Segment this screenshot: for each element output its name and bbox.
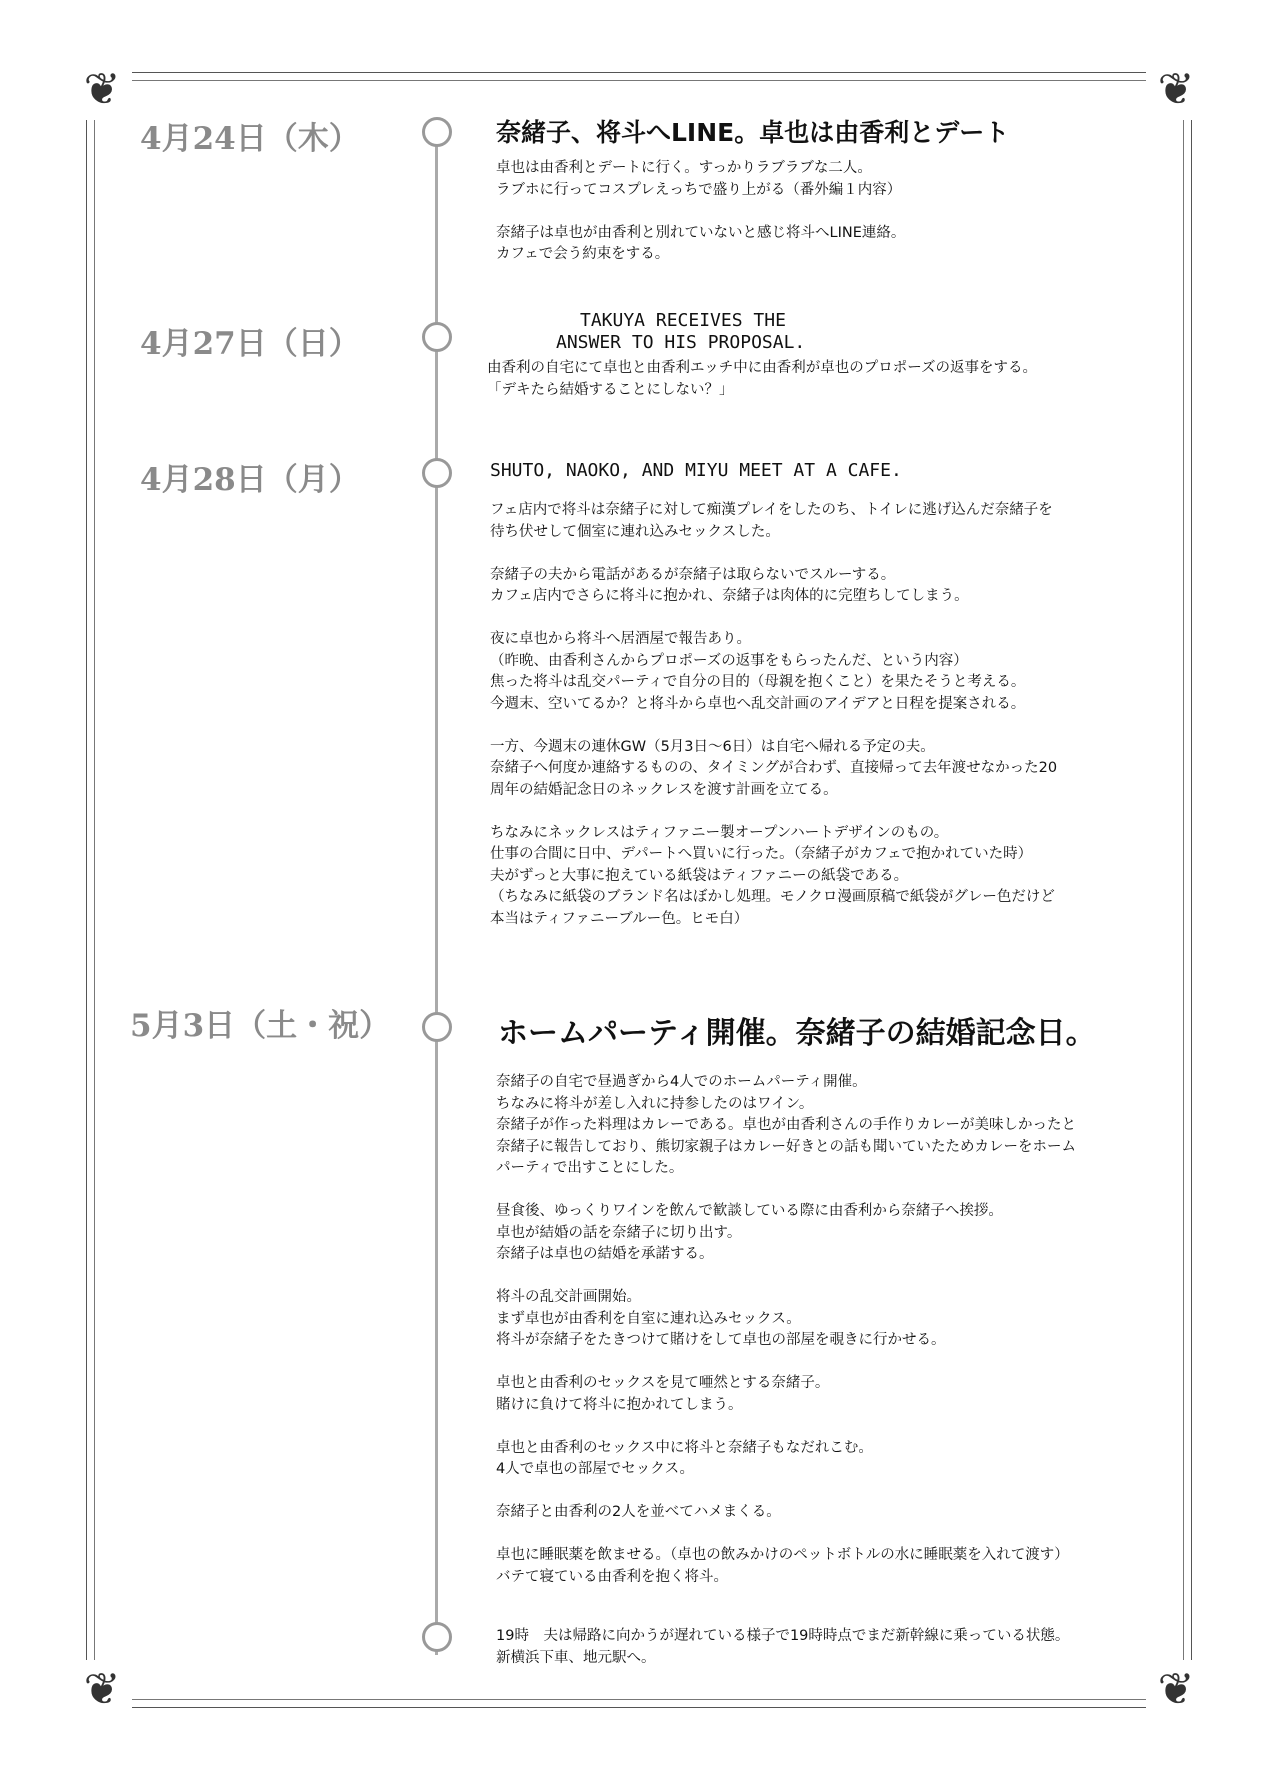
entry-date: 4月28日（月）: [140, 462, 360, 498]
corner-ornament-bottom-right: ❦: [1146, 1660, 1206, 1720]
timeline-node: [422, 322, 452, 352]
entry-body: 奈緒子の自宅で昼過ぎから4人でのホームパーティ開催。 ちなみに将斗が差し入れに持参したのはワイン。 奈緒子が作った料理はカレーである。卓也が由香利さんの手作りカレーが美味しかったと 奈緒子に報告しており、熊切家親子はカレー好きとの話も聞いていたためカレーをホーム パーティで出すことにした。 昼食後、ゆっくりワインを飲んで歓談している際に由香利から奈緒子へ挨拶。 卓也が結婚の話を奈緒子に切り出す。 奈緒子は卓也の結婚を承諾する。 将斗の乱交計画開始。 まず卓也が由香利を自室に連れ込みセックス。 将斗が奈緒子をたきつけて賭けをして卓也の部屋を覗きに行かせる。 卓也と由香利のセックスを見て唖然とする奈緒子。 賭けに負けて将斗に抱かれてしまう。 卓也と由香利のセックス中に将斗と奈緒子もなだれこむ。 4人で卓也の部屋でセックス。 奈緒子と由香利の2人を並べてハメまくる。 卓也に睡眠薬を飲ませる。（卓也の飲みかけのペットボトルの水に睡眠薬を入れて渡す） バテて寝ている由香利を抱く将斗。: [496, 1074, 1076, 1585]
timeline-node: [422, 117, 452, 147]
entry-heading: SHUTO, NAOKO, AND MIYU MEET AT A CAFE.: [490, 460, 902, 481]
entry-date: 5月3日（土・祝）: [130, 1008, 391, 1044]
entry-heading-line-1: TAKUYA RECEIVES THE: [580, 310, 786, 331]
corner-ornament-bottom-left: ❦: [72, 1660, 132, 1720]
entry-heading-line-2: ANSWER TO HIS PROPOSAL.: [556, 332, 806, 353]
corner-ornament-top-right: ❦: [1146, 60, 1206, 120]
entry-body: フェ店内で将斗は奈緒子に対して痴漢プレイをしたのち、トイレに逃げ込んだ奈緒子を 待ち伏せして個室に連れ込みセックスした。 奈緒子の夫から電話があるが奈緒子は取らないでスルーする。 カフェ店内でさらに将斗に抱かれ、奈緒子は肉体的に完堕ちしてしまう。 夜に卓也から将斗へ居酒屋で報告あり。 （昨晩、由香利さんからプロポーズの返事をもらったんだ、という内容） 焦った将斗は乱交パーティで自分の目的（母親を抱くこと）を果たそうと考える。 今週末、空いてるか？と将斗から卓也へ乱交計画のアイデアと日程を提案される。 一方、今週末の連休GW（5月3日〜6日）は自宅へ帰れる予定の夫。 奈緒子へ何度か連絡するものの、タイミングが合わず、直接帰って去年渡せなかった20 周年の結婚記念日のネックレスを渡す計画を立てる。 ちなみにネックレスはティファニー製オープンハートデザインのもの。 仕事の合間に日中、デパートへ買いに行った。（奈緒子がカフェで抱かれていた時） 夫がずっと大事に抱えている紙袋はティファニーの紙袋である。 （ちなみに紙袋のブランド名はぼかし処理。モノクロ漫画原稿で紙袋がグレー色だけど 本当はティファニーブルー色。ヒモ白）: [490, 502, 1058, 927]
entry-heading: ホームパーティ開催。奈緒子の結婚記念日。: [498, 1016, 1096, 1051]
corner-ornament-top-left: ❦: [72, 60, 132, 120]
entry-date: 4月24日（木）: [140, 121, 360, 157]
timeline-node: [422, 458, 452, 488]
entry-body: 由香利の自宅にて卓也と由香利エッチ中に由香利が卓也のプロポーズの返事をする。 「デキたら結婚することにしない？」: [487, 360, 1037, 398]
entry-heading: 奈緒子、将斗へLINE。卓也は由香利とデート: [496, 118, 1010, 147]
timeline-node: [422, 1012, 452, 1042]
timeline-line: [435, 130, 438, 1655]
timeline-node: [422, 1622, 452, 1652]
entry-date: 4月27日（日）: [140, 326, 360, 362]
entry-body: 19時 夫は帰路に向かうが遅れている様子で19時時点でまだ新幹線に乗っている状態。 新横浜下車、地元駅へ。: [496, 1628, 1070, 1666]
entry-body: 卓也は由香利とデートに行く。すっかりラブラブな二人。 ラブホに行ってコスプレえっちで盛り上がる（番外編１内容） 奈緒子は卓也が由香利と別れていないと感じ将斗へLINE連絡。 カフェで会う約束をする。: [496, 160, 906, 262]
